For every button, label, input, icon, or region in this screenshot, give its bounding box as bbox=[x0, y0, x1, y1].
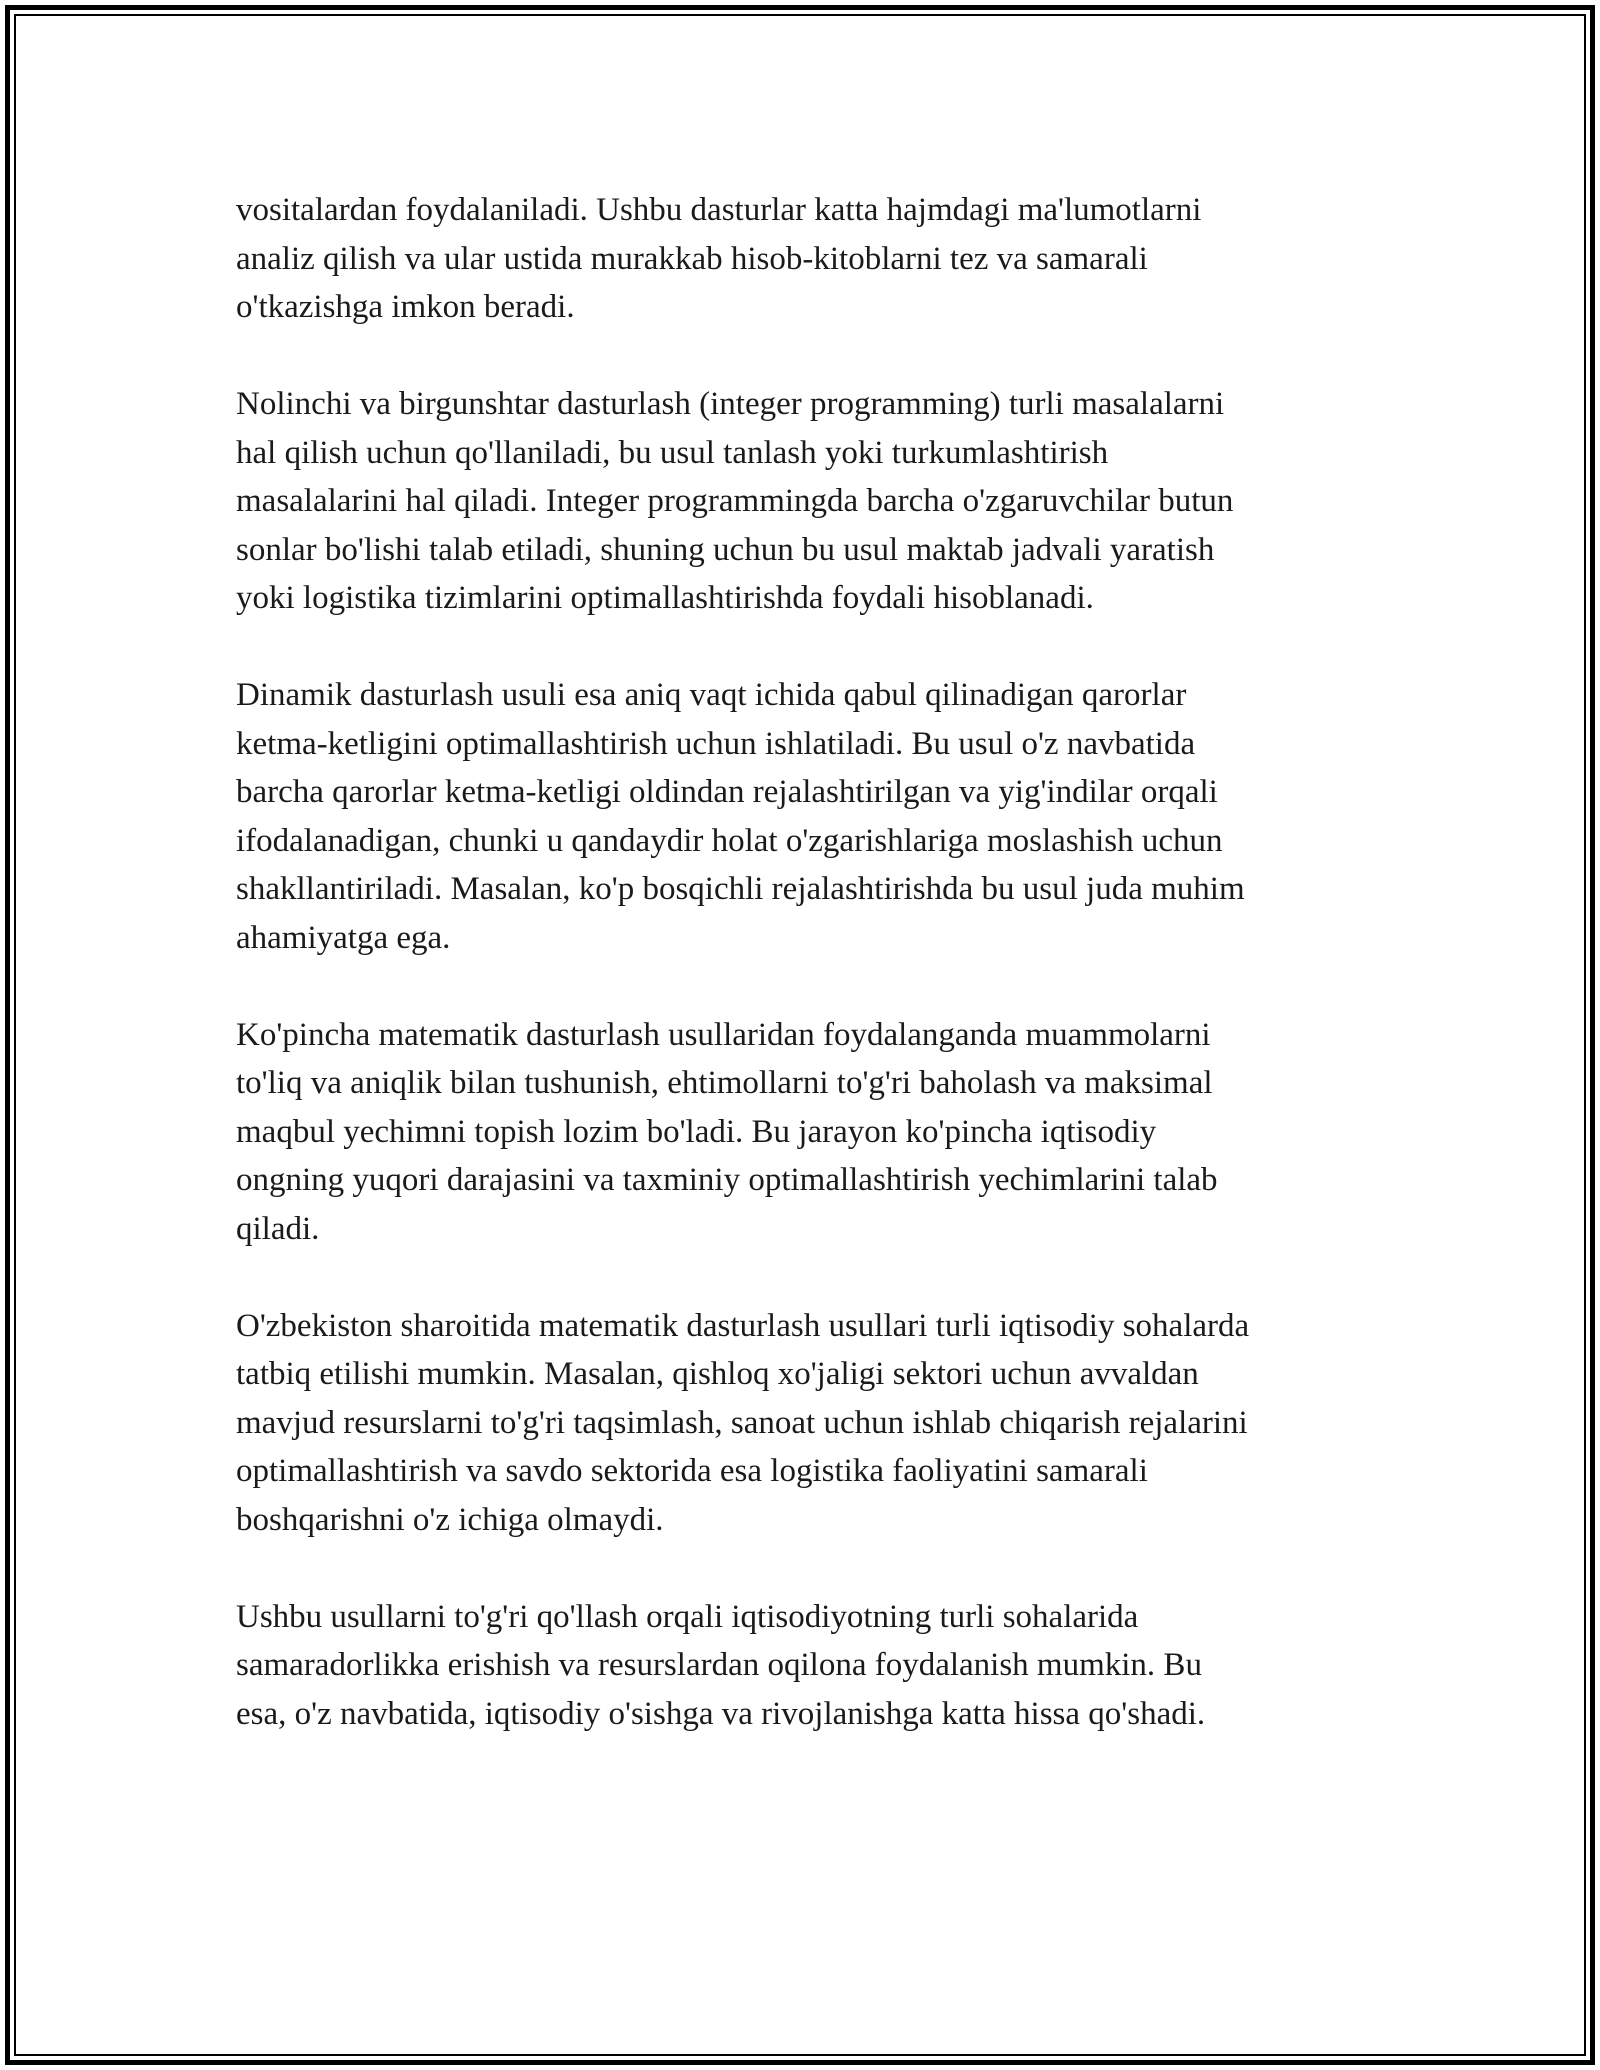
paragraph-6: Ushbu usullarni to'g'ri qo'llash orqali iqtisodiyotning turli sohalarida samaradorlikka erishish va resurslardan oqilona foydalanish mumkin. Bu esa, o'z navbatida, iqtisodiy o'sishga va rivojlanishga katta hissa qo'shadi. bbox=[236, 1598, 1206, 1732]
paragraph-3: Dinamik dasturlash usuli esa aniq vaqt ichida qabul qilinadigan qarorlar ketma-ketligini optimallashtirish uchun ishlatiladi. Bu usul o'z navbatida barcha qarorlar ketma-ketligi oldindan rejalashtirilgan va yig'indilar orqali ifodalanadigan, chunki u qandaydir holat o'zgarishlariga moslashish uchun shakllantiriladi. Masalan, ko'p bosqichli rejalashtirishda bu usul juda muhim ahamiyatga ega. bbox=[236, 677, 1245, 956]
paragraph-2: Nolinchi va birgunshtar dasturlash (integer programming) turli masalalarni hal qilish uchun qo'llaniladi, bu usul tanlash yoki turkumlashtirish masalalarini hal qiladi. Integer programmingda barcha o'zgaruvchilar butun sonlar bo'lishi talab etiladi, shuning uchun bu usul maktab jadvali yaratish yoki logistika tizimlarini optimallashtirishda foydali hisoblanadi. bbox=[236, 386, 1234, 616]
paragraph-1: vositalardan foydalaniladi. Ushbu dasturlar katta hajmdagi ma'lumotlarni analiz qilish va ular ustida murakkab hisob-kitoblarni tez va samarali o'tkazishga imkon beradi. bbox=[236, 192, 1202, 325]
paragraph-4: Ko'pincha matematik dasturlash usullaridan foydalanganda muammolarni to'liq va aniqlik bilan tushunish, ehtimollarni to'g'ri baholash va maksimal maqbul yechimni topish lozim bo'ladi. Bu jarayon ko'pincha iqtisodiy ongning yuqori darajasini va taxminiy optimallashtirish yechimlarini talab qiladi. bbox=[236, 1016, 1218, 1247]
document-body bbox=[236, 186, 1376, 1787]
paragraph-5: O'zbekiston sharoitida matematik dasturlash usullari turli iqtisodiy sohalarda tatbiq etilishi mumkin. Masalan, qishloq xo'jaligi sektori uchun avvaldan mavjud resurslarni to'g'ri taqsimlash, sanoat uchun ishlab chiqarish rejalarini optimallashtirish va savdo sektorida esa logistika faoliyatini samarali boshqarishni o'z ichiga olmaydi. bbox=[236, 1307, 1250, 1538]
